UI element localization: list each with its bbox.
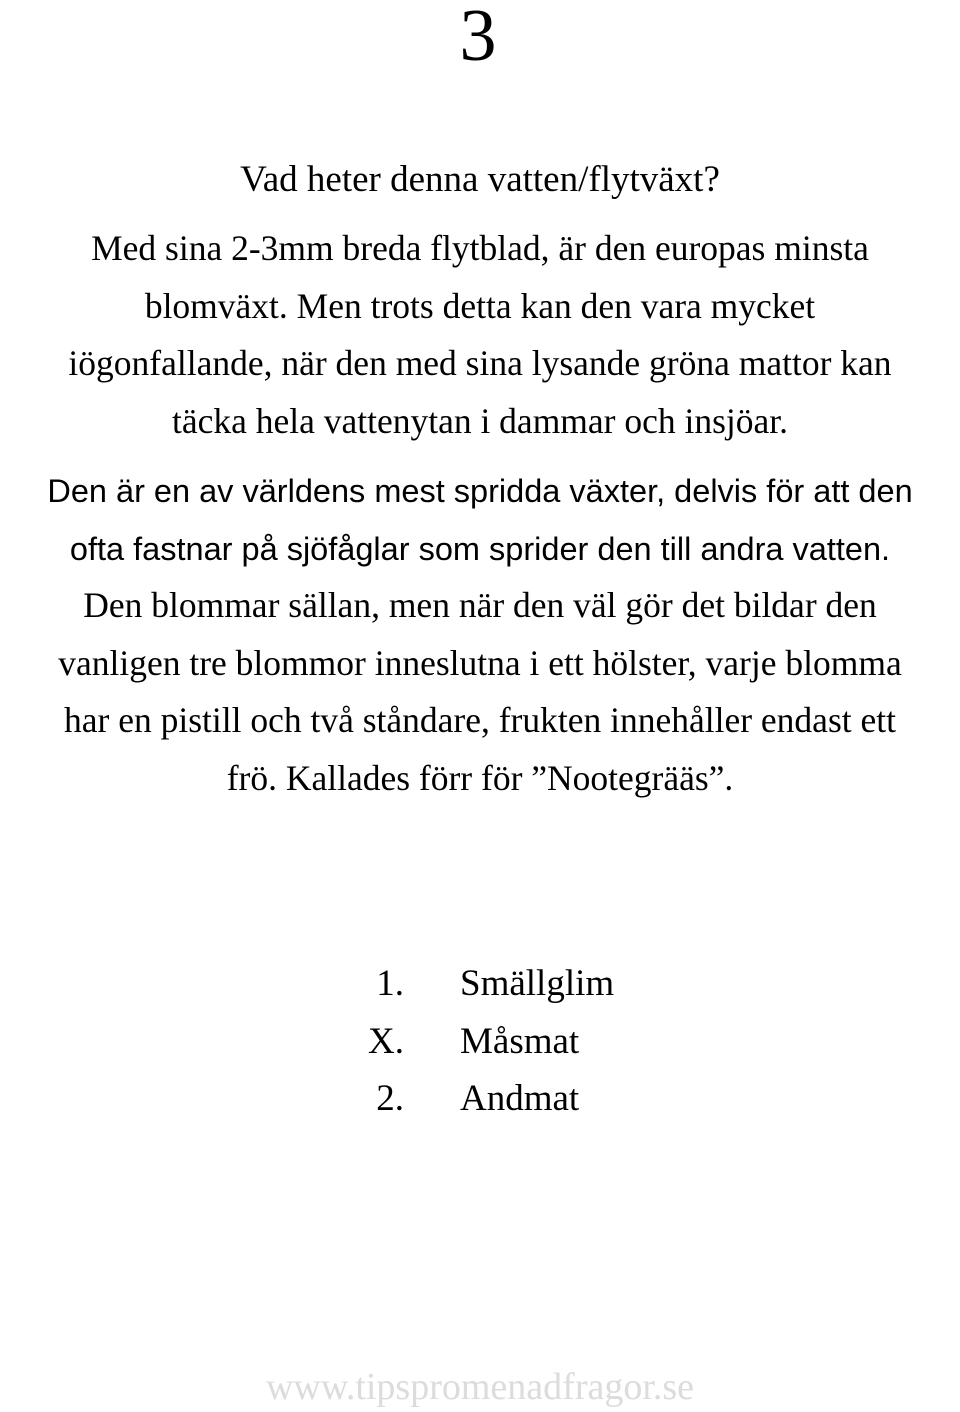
- option-key: X.: [368, 1020, 404, 1062]
- option-key: 1.: [376, 963, 404, 1004]
- question-heading: Vad heter denna vatten/flytväxt?: [240, 159, 720, 200]
- description-paragraph-part-2: [0, 463, 960, 578]
- description-line: täcka hela vattenytan i dammar och insjöar.: [171, 400, 789, 441]
- website-footer: www.tipspromenadfragor.se: [265, 1366, 695, 1408]
- description-line: Med sina 2-3mm breda flytblad, är den europas minsta: [91, 228, 869, 268]
- description-line: har en pistill och två ståndare, frukten innehåller endast ett: [64, 700, 896, 740]
- description-line: frö. Kallades förr för ”Nootegrääs”.: [226, 757, 734, 798]
- description-paragraph-part-3: [0, 577, 960, 807]
- answer-option-1: [0, 955, 960, 1013]
- description-paragraph-part-1: [0, 220, 960, 450]
- option-label: Måsmat: [460, 1020, 580, 1062]
- answer-option-x: [0, 1013, 960, 1071]
- description-line: Den är en av världens mest spridda växter, delvis för att den: [47, 473, 913, 509]
- description-line: vanligen tre blommor inneslutna i ett hölster, varje blomma: [58, 642, 902, 683]
- description-line: iögonfallande, när den med sina lysande gröna mattor kan: [68, 343, 892, 383]
- description-line: ofta fastnar på sjöfåglar som sprider den till andra vatten.: [69, 530, 891, 567]
- option-label: Smällglim: [460, 963, 615, 1004]
- answer-options: [0, 955, 960, 1128]
- option-key: 2.: [376, 1078, 404, 1119]
- description-line: Den blommar sällan, men när den väl gör det bildar den: [83, 585, 877, 625]
- answer-option-2: [0, 1070, 960, 1128]
- option-label: Andmat: [460, 1078, 580, 1119]
- page-number: 3: [459, 0, 497, 77]
- description-line: blomväxt. Men trots detta kan den vara mycket: [144, 285, 816, 326]
